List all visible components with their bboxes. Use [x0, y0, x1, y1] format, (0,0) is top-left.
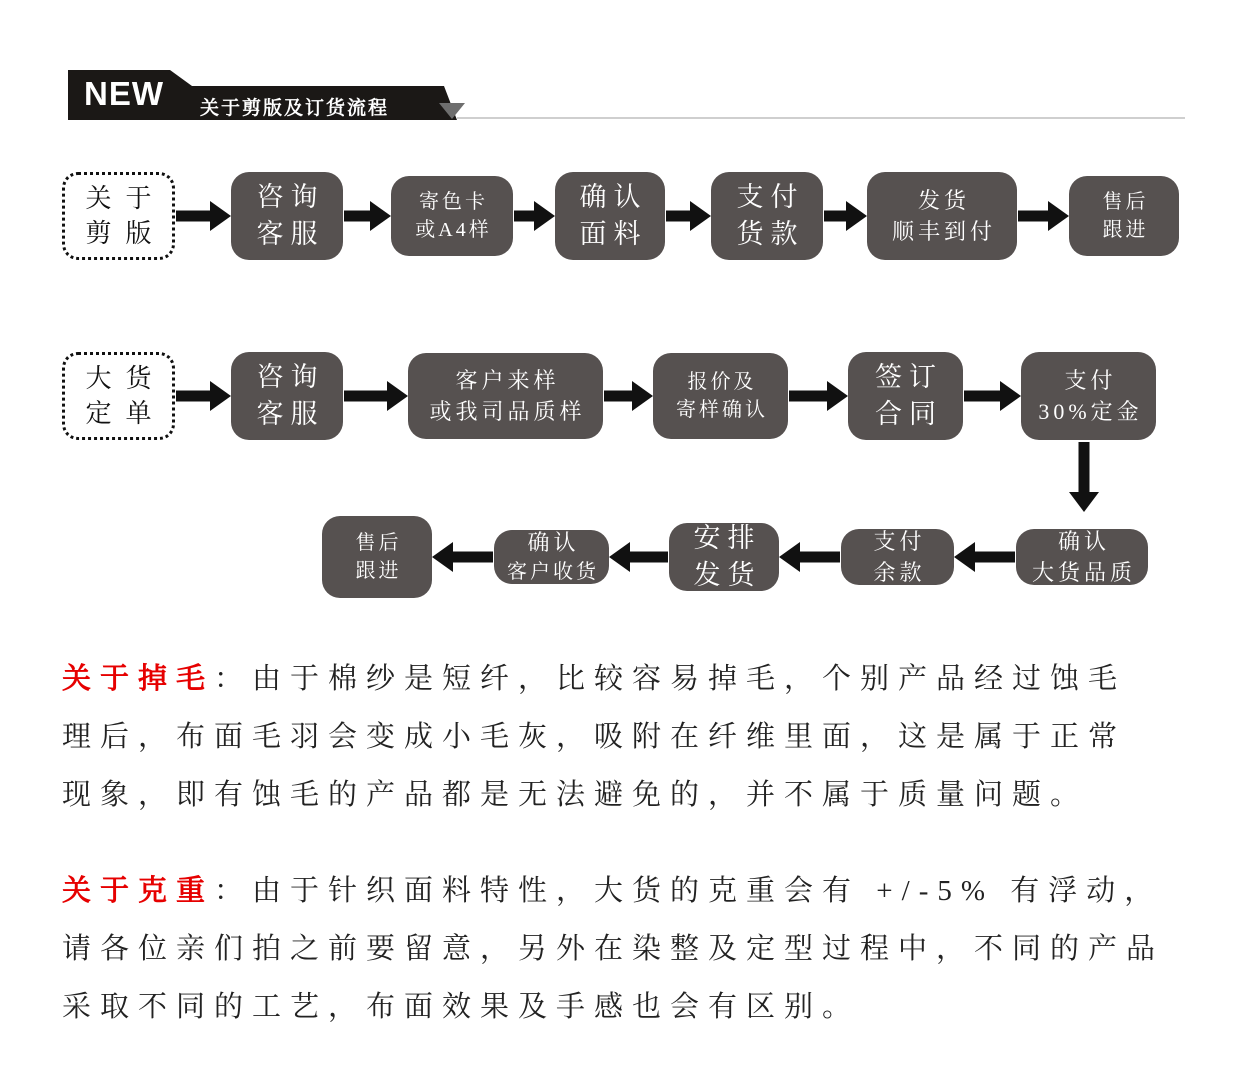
note-shedding-title: 关于掉毛	[62, 663, 215, 695]
arrow-right-icon	[665, 186, 711, 246]
note-line	[62, 862, 1192, 920]
step-line: 合同	[875, 398, 943, 429]
note-line	[62, 708, 1192, 766]
step-line: 确认	[527, 530, 580, 556]
step-line: 支付	[873, 529, 926, 555]
note-line	[62, 766, 1192, 824]
step-line: 30%定金	[1038, 398, 1143, 424]
arrow-left-icon	[954, 527, 1016, 587]
step-line: 寄样确认	[676, 398, 768, 421]
step-line: 跟进	[1102, 218, 1149, 241]
flow-step-arrange-shipping	[669, 523, 779, 590]
step-line: 报价及	[687, 370, 757, 393]
flow-step-pay-balance	[841, 529, 954, 585]
note-shedding	[62, 650, 1192, 824]
note-text: 由于棉纱是短纤，比较容易掉毛，个别产品经过蚀毛	[252, 663, 1127, 695]
step-line: 客服	[256, 398, 325, 429]
step-line: 货款	[736, 218, 805, 249]
step-line: 余款	[873, 559, 926, 585]
note-colon: ：	[214, 875, 253, 907]
step-line: 大货品质	[1031, 559, 1136, 585]
note-line	[62, 650, 1192, 708]
flow-step-sign-contract	[848, 352, 963, 440]
step-line: 咨询	[256, 362, 325, 393]
note-line	[62, 920, 1192, 978]
flow-cut-label-line: 剪版	[85, 219, 166, 248]
banner-divider	[457, 117, 1185, 119]
flow-step-deposit	[1021, 352, 1156, 440]
flow-cut-label-line: 关于	[85, 183, 166, 213]
arrow-right-icon	[788, 366, 848, 426]
flow-step-send-colorcard	[391, 176, 513, 256]
flow-step-ship	[867, 172, 1017, 260]
section-banner	[68, 70, 1198, 122]
step-line: 签订	[875, 362, 943, 393]
flow-bulk-label	[62, 352, 175, 440]
step-line: 售后	[355, 531, 402, 554]
arrow-right-icon	[603, 366, 653, 426]
step-line: 确认	[579, 182, 648, 213]
note-weight-title: 关于克重	[62, 875, 215, 907]
flow-step-quote-confirm	[653, 353, 788, 439]
flow-step-aftersale	[322, 516, 432, 598]
step-line: 发货	[693, 559, 762, 590]
arrow-right-icon	[343, 366, 408, 426]
arrow-left-icon	[432, 527, 494, 587]
note-weight	[62, 862, 1192, 1036]
step-line: 客服	[256, 218, 325, 249]
arrow-right-icon	[963, 366, 1021, 426]
step-line: 支付	[1064, 368, 1117, 394]
step-line: 客户收货	[507, 560, 599, 583]
arrow-left-icon	[609, 527, 669, 587]
flow-bulk-label-line: 定单	[85, 399, 166, 428]
step-line: 寄色卡	[419, 190, 488, 213]
step-line: 客户来样	[455, 368, 560, 394]
step-line: 或A4样	[415, 218, 492, 241]
flow-step-consult	[231, 352, 343, 440]
arrow-right-icon	[513, 186, 555, 246]
step-line: 咨询	[256, 182, 325, 213]
step-line: 跟进	[355, 559, 402, 582]
step-line: 面料	[579, 218, 648, 249]
step-line: 售后	[1102, 190, 1149, 213]
step-line: 支付	[736, 182, 805, 213]
note-line	[62, 978, 1192, 1036]
arrow-right-icon	[823, 186, 867, 246]
arrow-right-icon	[1017, 186, 1069, 246]
flow-step-confirm-quality	[1016, 529, 1148, 585]
flow-bulk-label-line: 大货	[85, 363, 166, 393]
flow-bulk-order-row1	[62, 352, 1156, 440]
flow-step-aftersale	[1069, 176, 1179, 256]
note-colon: ：	[214, 663, 253, 695]
flow-bulk-order-row2	[322, 515, 1148, 599]
note-text: 请各位亲们拍之前要留意，另外在染整及定型过程中，不同的产品	[62, 933, 1165, 965]
arrow-down-icon	[1068, 442, 1100, 512]
note-text: 理后，布面毛羽会变成小毛灰，吸附在纤维里面，这是属于正常	[62, 721, 1127, 753]
step-line: 确认	[1057, 529, 1110, 555]
step-line: 安排	[693, 523, 762, 554]
section-title: 关于剪版及订货流程	[200, 98, 390, 119]
step-line: 发货	[917, 188, 970, 214]
flow-step-pay	[711, 172, 823, 260]
step-line: 顺丰到付	[891, 218, 996, 244]
arrow-right-icon	[175, 186, 231, 246]
flow-step-consult	[231, 172, 343, 260]
arrow-right-icon	[343, 186, 391, 246]
step-line: 或我司品质样	[429, 398, 586, 424]
note-text: 采取不同的工艺，布面效果及手感也会有区别。	[62, 991, 861, 1023]
note-text: 现象，即有蚀毛的产品都是无法避免的，并不属于质量问题。	[62, 779, 1089, 811]
flow-cut-sample	[62, 172, 1179, 260]
new-badge: NEW	[84, 75, 164, 112]
arrow-right-icon	[175, 366, 231, 426]
flow-step-confirm-fabric	[555, 172, 665, 260]
flow-step-confirm-receipt	[494, 530, 609, 583]
flow-cut-label	[62, 172, 175, 260]
flow-step-customer-sample	[408, 353, 603, 439]
note-text: 由于针织面料特性，大货的克重会有 +/-5% 有浮动，	[252, 875, 1163, 907]
arrow-left-icon	[779, 527, 841, 587]
